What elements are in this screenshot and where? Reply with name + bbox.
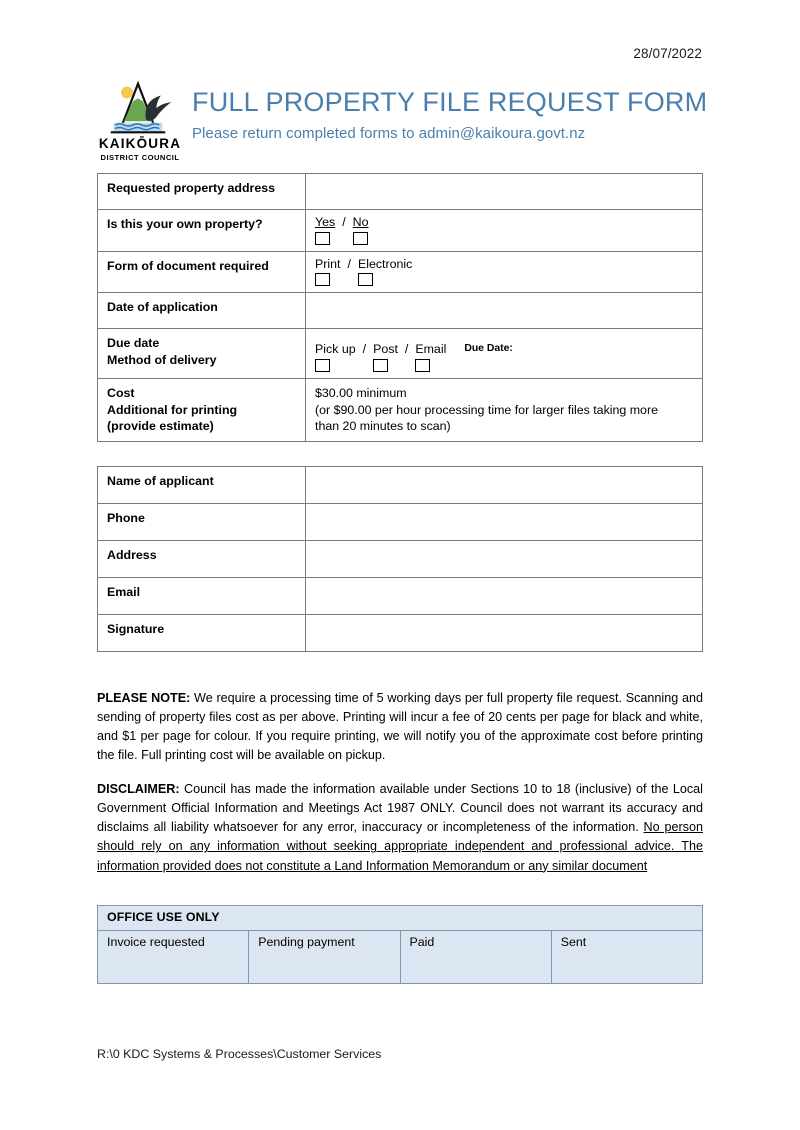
table-row [98,931,703,984]
label-additional-printing: Additional for printing [107,402,238,417]
office-cell-sent[interactable]: Sent [551,931,702,984]
option-separator: / [347,256,351,271]
logo-council-name: KAIKŌURA [98,136,182,151]
page-subtitle: Please return completed forms to admin@kaikoura.govt.nz [192,125,586,143]
checkbox-post[interactable] [373,359,388,372]
page-title: FULL PROPERTY FILE REQUEST FORM [192,87,708,117]
please-note-body: We require a processing time of 5 working days per full property file request. Scanning and sending of property files cost as per above. Printing will incur a fee of 20 cents per page for black and white, and $1 per page for colour. If you require printing, we will notify you of the approximate cost before printing the file. Full printing cost will be available on pickup. [97,691,703,763]
document-form-options [315,258,694,287]
label-requested-property-address: Requested property address [98,174,306,210]
table-row [98,174,703,210]
council-logo [97,78,183,161]
option-yes-label: Yes [315,215,336,229]
label-email: Email [98,578,306,615]
field-own-property[interactable] [306,210,703,252]
please-note-paragraph [97,689,703,766]
label-name-of-applicant: Name of applicant [98,467,306,504]
disclaimer-paragraph [97,780,703,876]
document-header [97,78,708,162]
label-method-of-delivery: Method of delivery [107,352,217,367]
kaikoura-council-logo-icon [97,80,179,136]
title-block [183,78,707,142]
label-date-of-application: Date of application [98,293,306,329]
option-pickup-label: Pick up [315,342,356,357]
field-address[interactable] [306,541,703,578]
label-due-date-method [98,329,306,379]
cost-line-2: (or $90.00 per hour processing time for larger files taking more [315,402,658,417]
table-row [98,467,703,504]
applicant-details-table [97,466,703,652]
label-own-property: Is this your own property? [98,210,306,252]
field-cost-details [306,378,703,441]
checkbox-yes[interactable] [315,232,330,245]
due-date-note: Due Date: [464,343,513,355]
option-post-label: Post [373,342,398,357]
own-property-options [315,216,694,245]
delivery-options [315,343,694,372]
option-separator: / [404,342,409,357]
label-address: Address [98,541,306,578]
field-phone[interactable] [306,504,703,541]
table-row [98,293,703,329]
logo-council-sub: DISTRICT COUNCIL [100,152,180,162]
field-signature[interactable] [306,615,703,652]
label-provide-estimate: (provide estimate) [107,419,214,434]
checkbox-print[interactable] [315,273,330,286]
table-row [98,251,703,293]
table-row [98,504,703,541]
table-row [98,578,703,615]
request-details-table [97,173,703,442]
cost-line-1: $30.00 minimum [315,385,407,400]
table-row [98,541,703,578]
table-row [98,906,703,931]
option-yes[interactable] [315,216,335,245]
disclaimer-heading: DISCLAIMER: [97,782,180,796]
option-email-label: Email [415,342,447,357]
checkbox-pickup[interactable] [315,359,330,372]
option-no[interactable] [353,216,369,245]
option-no-label: No [352,215,369,229]
option-pickup[interactable] [315,343,356,372]
document-date: 28/07/2022 [633,46,702,61]
field-email[interactable] [306,578,703,615]
checkbox-electronic[interactable] [358,273,373,286]
disclaimer-underlined-text: No person should rely on any information without seeking appropriate independent and professional advice. The information provided does not constitute a Land Information Memorandum or any similar document [97,820,703,873]
field-requested-property-address[interactable] [306,174,703,210]
footer-file-path: R:\0 KDC Systems & Processes\Customer Services [97,1047,382,1061]
field-name-of-applicant[interactable] [306,467,703,504]
option-print-label: Print [315,256,341,271]
option-separator: / [342,215,346,229]
disclaimer-body: Council has made the information available under Sections 10 to 18 (inclusive) of the Local Government Official Information and Meetings Act 1987 ONLY. Council does not warrant its accuracy and disclaims all liability whatsoever for any error, inaccuracy or incompleteness of the information. [97,782,703,835]
option-post[interactable] [373,343,398,372]
label-signature: Signature [98,615,306,652]
office-cell-invoice-requested[interactable]: Invoice requested [98,931,249,984]
table-row [98,210,703,252]
option-electronic-label: Electronic [357,256,413,271]
table-row [98,329,703,379]
field-date-of-application[interactable] [306,293,703,329]
option-email[interactable] [415,343,446,372]
office-use-only-table [97,905,703,984]
label-due-date: Due date [107,336,160,351]
field-method-of-delivery[interactable] [306,329,703,379]
table-row [98,378,703,441]
office-cell-pending-payment[interactable]: Pending payment [249,931,400,984]
label-cost-title: Cost [107,385,135,400]
office-cell-paid[interactable]: Paid [400,931,551,984]
option-print[interactable] [315,258,340,287]
please-note-heading: PLEASE NOTE: [97,691,191,705]
label-form-of-document: Form of document required [98,251,306,293]
label-cost [98,378,306,441]
checkbox-email[interactable] [415,359,430,372]
office-use-heading: OFFICE USE ONLY [98,906,703,931]
label-phone: Phone [98,504,306,541]
field-form-of-document[interactable] [306,251,703,293]
option-separator: / [362,342,367,357]
cost-line-3: than 20 minutes to scan) [315,419,451,434]
option-electronic[interactable] [358,258,412,287]
table-row [98,615,703,652]
checkbox-no[interactable] [353,232,368,245]
